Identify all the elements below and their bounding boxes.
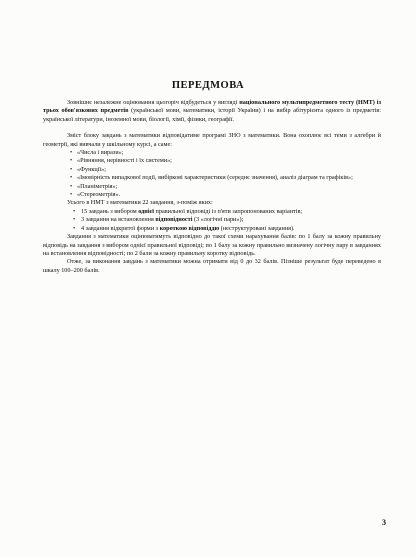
list-item: • «Стереометрія».	[43, 191, 381, 199]
intro-bold-text: національного мультипредметного тесту (НМТ) із трьох обов'язкових предметів	[43, 99, 381, 115]
topics-list	[43, 149, 381, 199]
document-body	[43, 99, 381, 275]
task-text: (неструктуровані завдання).	[219, 224, 295, 232]
conclusion-paragraph: Отже, за виконання завдань з математики можна отримати від 0 до 32 балів. Пізніше результат буде переведено в шкалу 100–200 балів.	[43, 258, 381, 274]
task-bold: однієї	[138, 207, 154, 215]
list-item: • «Планіметрія»;	[43, 183, 381, 191]
list-item: • «Числа і вирази»;	[43, 149, 381, 157]
intro-paragraph	[43, 99, 381, 124]
list-item: • «Імовірність випадкової події, вибіркові характеристики (середнє значення), аналіз діаграм та графіків»;	[43, 174, 381, 182]
task-text: 4 завдання відкритої форми з	[81, 224, 160, 232]
list-item	[43, 208, 381, 216]
task-text: 15 завдань з вибором	[81, 207, 139, 215]
task-text: правильної відповіді із п'яти запропонованих варіантів;	[154, 207, 303, 215]
list-item: • «Рівняння, нерівності і їх системи»;	[43, 157, 381, 165]
page-title: ПЕРЕДМОВА	[171, 80, 245, 91]
task-text: (3 «логічні пари»);	[192, 216, 244, 224]
intro-text-1: Зовнішнє незалежне оцінювання цьогоріч відбудеться у вигляді	[67, 99, 240, 106]
task-bold: відповідності	[155, 216, 193, 224]
content-paragraph: Зміст блоку завдань з математики відповідатиме програмі ЗНО з математики. Вона охоплює всі теми з алгебри й геометрії, які вивчали у шкільному курсі, а саме:	[43, 132, 381, 148]
tasks-list	[43, 208, 381, 233]
tasks-intro: Усього в НМТ з математики 22 завдання, з-поміж яких:	[67, 199, 213, 207]
list-item	[43, 216, 381, 224]
task-text: 3 завдання на встановлення	[81, 216, 156, 224]
intro-text-2: (української мови, математики, історії України) і на вибір абітурієнта одного із предметів: української літератури, іноземної мови, біології, хімії, фізики, географії.	[43, 107, 381, 123]
task-bold: короткою відповіддю	[159, 224, 220, 232]
list-item: • «Функції»;	[43, 166, 381, 174]
page-number: 3	[382, 518, 386, 527]
scoring-paragraph: Завдання з математики оцінюватимуть відповідно до такої схеми нарахування балів: по 1 балу за кожну правильну відповідь на завдання з вибором однієї правильної відповіді; по 1 балу за кожну правильно визначену логічну пару в завданнях на встановлення відповідності; по 2 бали за кожну правильну коротку відповідь.	[43, 233, 381, 257]
list-item	[43, 225, 381, 233]
